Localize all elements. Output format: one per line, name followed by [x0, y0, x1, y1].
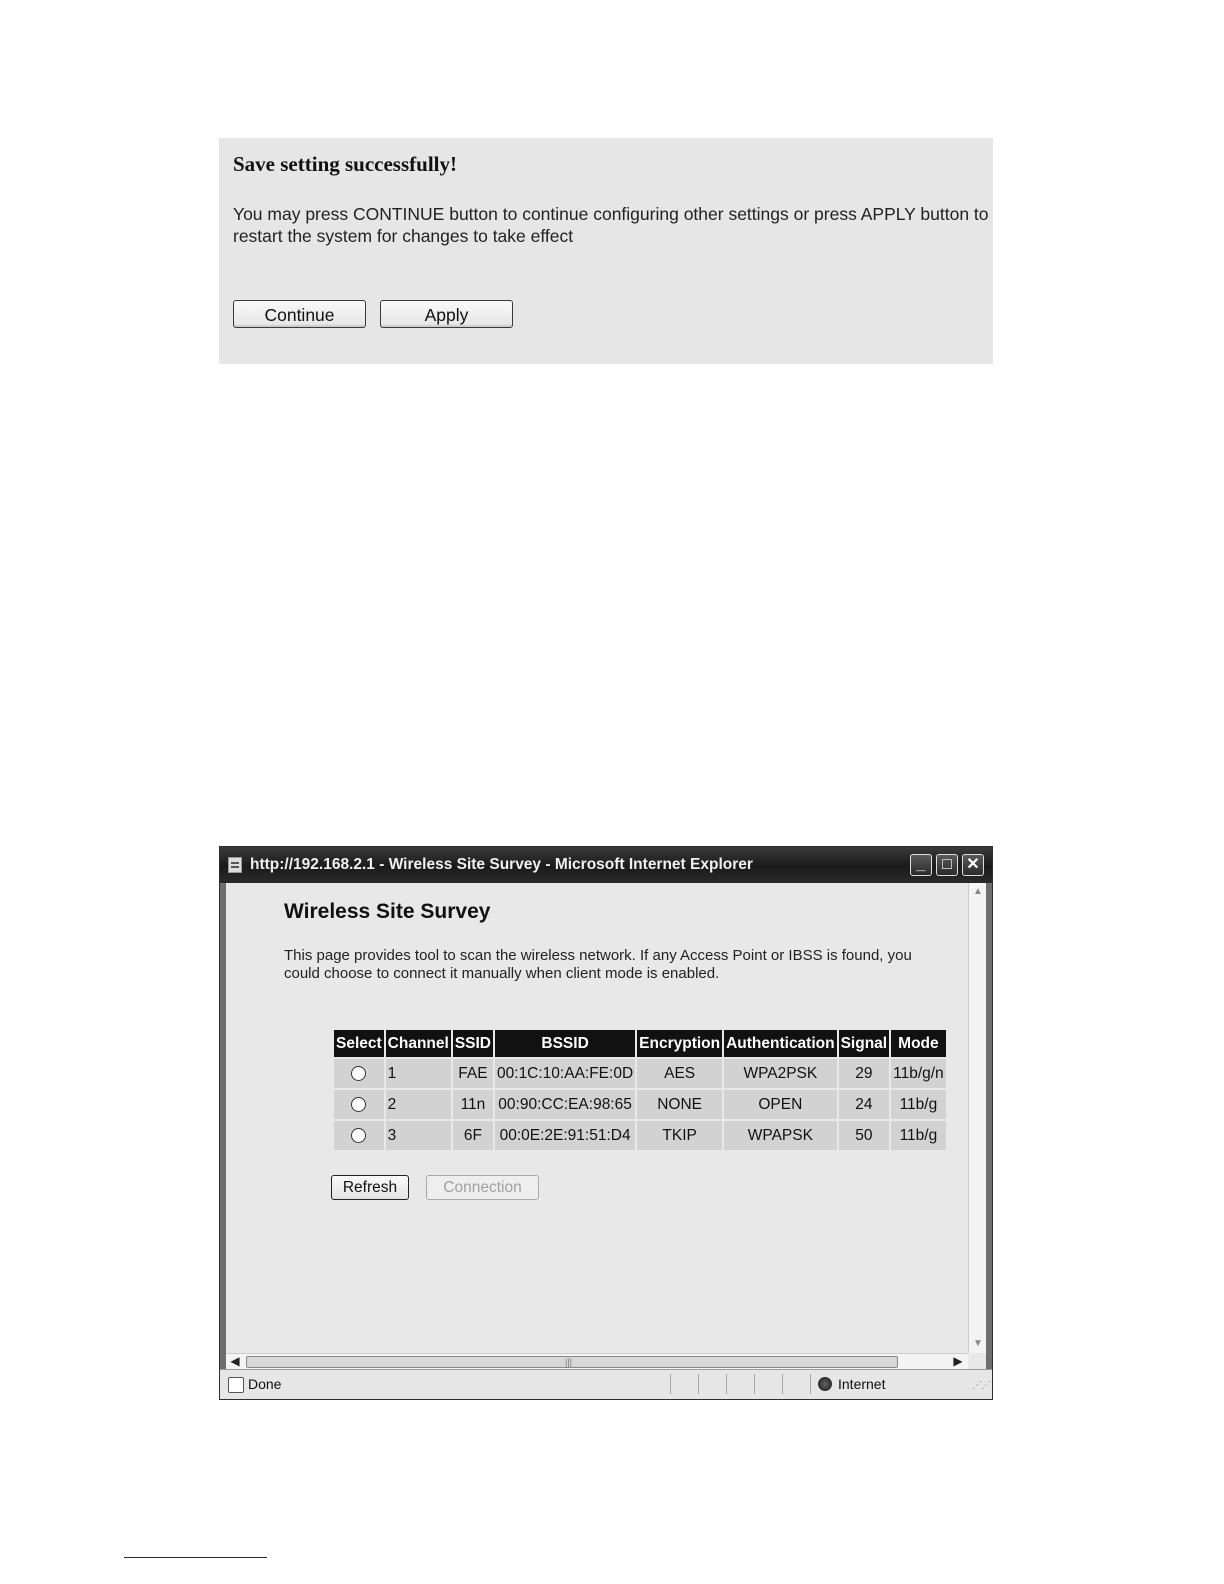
ie-page-icon — [228, 857, 242, 873]
select-cell[interactable] — [334, 1059, 384, 1088]
status-text: Done — [248, 1376, 282, 1392]
refresh-button[interactable]: Refresh — [331, 1175, 409, 1200]
signal-cell: 50 — [839, 1121, 890, 1150]
horizontal-scrollbar[interactable] — [226, 1353, 968, 1369]
column-header: Authentication — [724, 1030, 837, 1057]
column-header: Channel — [386, 1030, 451, 1057]
continue-button[interactable]: Continue — [233, 300, 366, 328]
bssid-cell: 00:1C:10:AA:FE:0D — [495, 1059, 635, 1088]
table-row[interactable] — [334, 1121, 946, 1150]
column-header: Encryption — [637, 1030, 722, 1057]
select-cell[interactable] — [334, 1121, 384, 1150]
select-radio[interactable] — [351, 1128, 366, 1143]
column-header: Mode — [891, 1030, 946, 1057]
channel-cell: 3 — [386, 1121, 451, 1150]
status-divider — [670, 1374, 671, 1394]
signal-cell: 24 — [839, 1090, 890, 1119]
table-row[interactable] — [334, 1059, 946, 1088]
save-title: Save setting successfully! — [233, 152, 457, 176]
encryption-cell: AES — [637, 1059, 722, 1088]
resize-grip-icon[interactable]: ⋰⋰ — [972, 1380, 990, 1391]
mode-cell: 11b/g — [891, 1121, 946, 1150]
authentication-cell: WPAPSK — [724, 1121, 837, 1150]
footnote-divider — [124, 1557, 267, 1558]
window-title: http://192.168.2.1 - Wireless Site Survey - Microsoft Internet Explorer — [250, 856, 753, 873]
column-header: Signal — [839, 1030, 890, 1057]
mode-cell: 11b/g/n — [891, 1059, 946, 1088]
page-title: Wireless Site Survey — [284, 900, 491, 923]
scroll-left-icon[interactable]: ◀ — [230, 1354, 240, 1368]
select-radio[interactable] — [351, 1097, 366, 1112]
ssid-cell: FAE — [453, 1059, 493, 1088]
table-row[interactable] — [334, 1090, 946, 1119]
table-header-row — [334, 1030, 946, 1057]
zone-text: Internet — [838, 1376, 886, 1392]
encryption-cell: TKIP — [637, 1121, 722, 1150]
bssid-cell: 00:0E:2E:91:51:D4 — [495, 1121, 635, 1150]
bssid-cell: 00:90:CC:EA:98:65 — [495, 1090, 635, 1119]
authentication-cell: WPA2PSK — [724, 1059, 837, 1088]
apply-button[interactable]: Apply — [380, 300, 513, 328]
mode-cell: 11b/g — [891, 1090, 946, 1119]
status-divider — [698, 1374, 699, 1394]
page-done-icon — [228, 1377, 244, 1393]
save-confirmation-panel — [219, 138, 993, 364]
column-header: Select — [334, 1030, 384, 1057]
minimize-icon[interactable]: _ — [910, 854, 932, 876]
status-divider — [726, 1374, 727, 1394]
maximize-icon[interactable]: □ — [936, 854, 958, 876]
scroll-down-icon[interactable]: ▼ — [973, 1338, 983, 1349]
status-divider — [754, 1374, 755, 1394]
scrollbar-corner — [968, 1353, 986, 1369]
signal-cell: 29 — [839, 1059, 890, 1088]
column-header: SSID — [453, 1030, 493, 1057]
encryption-cell: NONE — [637, 1090, 722, 1119]
scroll-right-icon[interactable]: ▶ — [953, 1354, 963, 1368]
globe-icon — [818, 1377, 832, 1391]
vertical-scrollbar[interactable] — [968, 883, 986, 1353]
page-description: This page provides tool to scan the wireless network. If any Access Point or IBSS is found, you could choose to connect it manually when client mode is enabled. — [284, 947, 912, 982]
select-cell[interactable] — [334, 1090, 384, 1119]
save-message: You may press CONTINUE button to continue configuring other settings or press APPLY button to restart the system for changes to take effect — [233, 204, 989, 246]
status-divider — [782, 1374, 783, 1394]
status-divider — [810, 1374, 811, 1394]
authentication-cell: OPEN — [724, 1090, 837, 1119]
connection-button[interactable]: Connection — [426, 1175, 539, 1200]
close-icon[interactable]: ✕ — [962, 854, 984, 876]
channel-cell: 1 — [386, 1059, 451, 1088]
select-radio[interactable] — [351, 1066, 366, 1081]
column-header: BSSID — [495, 1030, 635, 1057]
site-survey-table — [332, 1028, 948, 1152]
channel-cell: 2 — [386, 1090, 451, 1119]
title-bar[interactable] — [220, 847, 992, 883]
status-bar — [220, 1369, 992, 1399]
browser-window — [219, 846, 993, 1400]
scroll-up-icon[interactable]: ▲ — [973, 886, 983, 897]
ssid-cell: 11n — [453, 1090, 493, 1119]
ssid-cell: 6F — [453, 1121, 493, 1150]
scroll-thumb[interactable] — [246, 1356, 898, 1368]
thumb-grip-icon: ||| — [565, 1357, 573, 1367]
page-content — [226, 883, 968, 1353]
